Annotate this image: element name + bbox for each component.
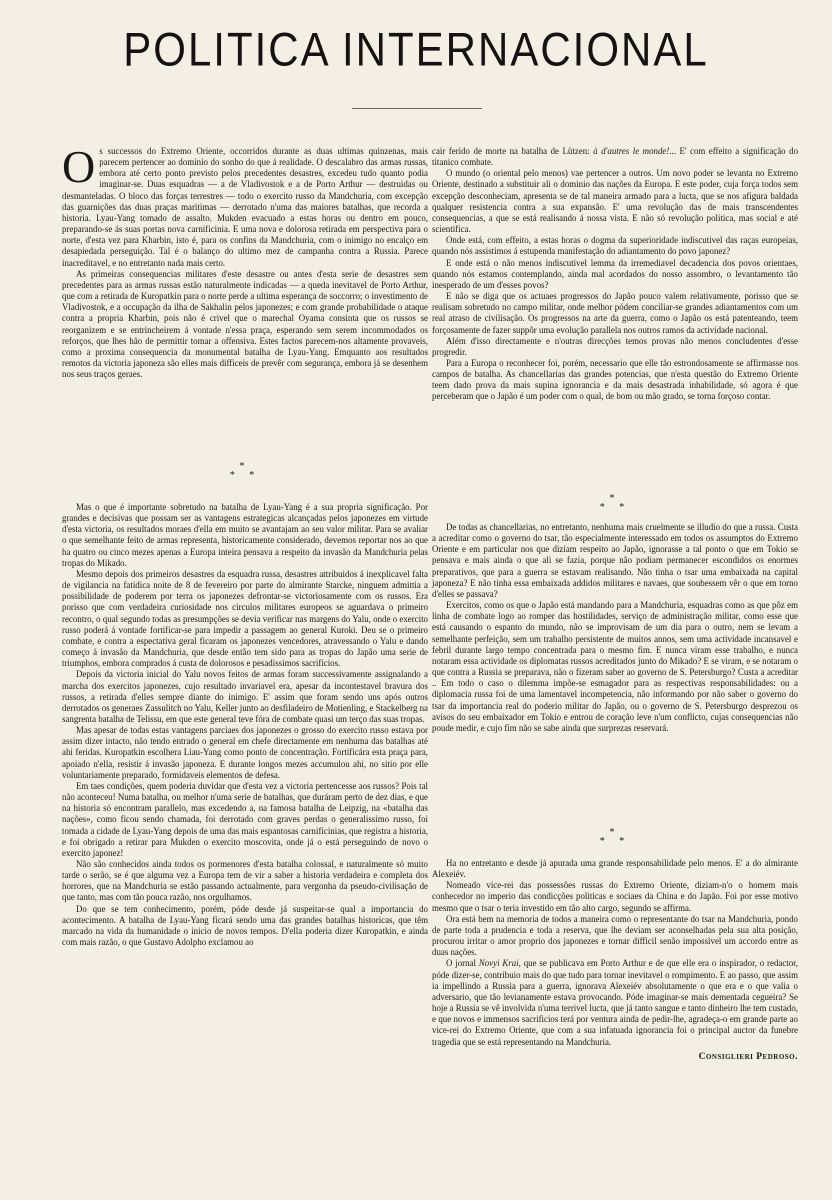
article-paragraph: Para a Europa o reconhecer foi, porém, necessario que elle tão estrondosamente se affirmasse nos campos de batalha. As chancellarias das grandes potencias, que n'esta questão do Extremo Oriente teem dado prova da mais supina ignorancia e da mais desastrada inhabilidade, só agora é que perceberam que o Japão é um poder com o qual, de bom ou mão grado, se torna forçoso contar. — [432, 357, 798, 402]
article-paragraph: Não são conhecidos ainda todos os pormenores d'esta batalha colossal, e naturalmente só muito tarde o serão, se é que alguma vez a Europa tem de vir a saber a historia verdadeira e completa dos horrores, que na Mandchuria se estão passando actualmente, para vergonha da pseudo-civilisação de que tanto, mas com tão pouca razão, nos orgulhamos. — [62, 859, 428, 903]
article-paragraph: E onde está o não menos indiscutivel lemma da irremediavel decadencia dos povos orientaes, quando nós estamos contemplando, ainda mal acordados do nosso assombro, o levantamento tão inesperado de um d'esses povos? — [432, 257, 798, 290]
article-paragraph: Mesmo depois dos primeiros desastres da esquadra russa, desastres attribuidos á inexplicavel falta de vigilancia na fatidica noite de 8 de fevereiro por parte do almirante Starcke, ninguem admittia a possibilidade de poderem por terra os japonezes defrontar-se victoriosamente com os russos. Era porisso que com verdadeira curiosidade nos circulos militares europeos se aguardava o primeiro recontro, o qual segundo todas as presumpções se devia verificar nas margens do Yalu, onde o exercito russo poderá á vontade fortificar-se para impedir a passagem ao general Kuroki. Deu se o primeiro combate, e contra a espectativa geral ficaram os japonezes vencedores, atravessando o Yalu e dando começo á invasão da Mandchuria, que desde então tem sido para as tropas do Japão uma serie de triumphos, embora comprados á custa de dolorosos e pesadissimos sacrificios. — [62, 568, 428, 669]
article-paragraph: Ora está bem na memoria de todos a maneira como o representante do tsar na Mandchuria, pondo de parte toda a prudencia e toda a reserva, que lhe deviam ser aconselhadas pela sua alta posição, procurou irritar o amor proprio dos japonezes e tornar difficil senão impossivel um accordo entre as duas nações. — [432, 913, 798, 958]
article-paragraph: Do que se tem conhecimento, porém, póde desde já suspeitar-se qual a importancia do acontecimento. A batalha de Lyau-Yang ficará sendo uma das grandes batalhas historicas, que têm marcado na vida da humanidade o inicio de novos tempos. D'ella poderia dizer Kuropatkin, e ainda com mais razão, o que Gustavo Adolpho exclamou ao — [62, 903, 428, 948]
journal-name: Novyi Krai — [478, 958, 519, 969]
section-separator-left: * * * — [229, 461, 261, 481]
article-paragraph — [432, 958, 798, 1047]
column-left-top — [62, 141, 428, 380]
paragraph-text: , que se publicava em Porto Arthur e de que elle era o inspirador, o redactor, póde dizer-se, contribuio mais do que tudo para tornar inevitavel o rompimento. E ao passo, que assim ia impellindo a Russia para a guerra, ignorava Alexeiév absolutamente o que era e o que valia o adversario, que tão levianamente estava provocando. Póde imaginar-se mais dementada cegueira? Se hoje a Russia se vê involvida n'uma terrivel lucta, que já tanto sangue e tanto dinheiro lhe tem custado, e que novos e immensos sacrificios terá por ventura ainda de pedir-lhe, agradeça-o em grande parte ao vice-rei do Extremo Oriente, que com a sua infatuada ignorancia foi o principal auctor da funebre tragedia que se está representando na Mandchuria. — [432, 958, 798, 1047]
column-right-top — [432, 146, 798, 403]
drop-cap: O — [62, 141, 96, 192]
column-right-middle — [432, 522, 798, 734]
article-paragraph: De todas as chancellarias, no entretanto, nenhuma mais cruelmente se illudio do que a russa. Custa a acreditar como o governo do tsar, tão especialmente interessado em todos os assumptos do Extremo Oriente e em particular nos que diziam respeito ao Japão, ignorasse a tal ponto o que em Tokio se pensava e mais ainda o que ali se fazia, porque não podiam permanecer escondidos os enormes preparativos, que para a guerra se estavam realisando. Não tinha o tsar uma embaixada na capital japoneza? E não tinha essa embaixada addidos militares e navaes, que soubessem vêr o que em torno d'elles se passava? — [432, 522, 798, 599]
paragraph-text: O jornal — [446, 958, 476, 969]
column-left-bottom — [62, 502, 428, 948]
article-paragraph: Exercitos, como os que o Japão está mandando para a Mandchuria, esquadras como as que pôz em linha de combate logo ao romper das hostilidades, serviço de administração militar, como esse que está causando o espanto do mundo, não se improvisam de um dia para o outro, nem se levam a semelhante perfeição, sem um trabalho persistente de muitos annos, sem uma actividade incansavel e febril durante largo tempo concentrada para o mesmo fim. E nunca viram esse trabalho, e nunca notaram essa actividade os diplomatas russos acreditados junto do Mikado? E se viram, e se notaram o que contra a Russia se preparava, não o fizeram saber ao governo de S. Petersburgo? Custa a acreditar .. Em todo o caso o dilemma impõe-se esmagador para as respectivas responsabilidades: ou a diplomacia russa foi de uma lamentavel incompetencia, não informando por não saber o governo do tsar da importancia real do poderio militar do Japão, ou o governo de S. Petersburgo desprezou os avisos do seu embaixador em Tokio e entrou de coração leve n'um conflicto, cujas consequencias não poude medir, e cujo fim não se sabe ainda que surprezas reservará. — [432, 600, 798, 733]
column-right-bottom — [432, 858, 798, 1063]
section-separator-right-1: * * * — [599, 493, 631, 513]
article-paragraph: Nomeado vice-rei das possessões russas do Extremo Oriente, diziam-n'o o homem mais conhecedor no imperio das condicções politicas e sociaes da China e do Japão. Foi por esse motivo mesmo que o tsar o teria investido em tão alto cargo, segundo se affirma. — [432, 880, 798, 913]
section-separator-right-2: * * * — [599, 827, 631, 847]
page-title: POLITICA INTERNACIONAL — [123, 23, 709, 76]
paragraph-text: ... E' com effeito a significação do titanico combate. — [432, 146, 799, 168]
paragraph-text: s successos do Extremo Oriente, occorridos durante as duas ultimas quinzenas, mais parecem pertencer ao dominio do sonho do que á realidade. O descalabro das armas russas, embora até certo ponto previsto pelos precedentes desastres, excedeu tudo quanto podia imaginar-se. Duas esquadras — a de Vladivostok e a de Porto Arthur — destruidas ou desmanteladas. O bloco das forças terrestres — todo o exercito russo da Mandchuria, com excepção das guarnições das duas praças maritimas — derrotado n'uma das maiores batalhas, que recorda a historia. Lyau-Yang tomado de assalto. Mukden evacuado a estas horas ou dentro em pouco, preparando-se ás suas portas nova carnificinia. E uma nova e dolorosa retirada em perspectiva para o norte, d'esta vez para Kharbin, isto é, para os confins da Mandchuria, com o inimigo no encalço em desapiedada perseguição. Tal é o balanço do ultimo mez de campanha contra a Russia. Parece inacreditavel, e no entretanto nada mais certo. — [62, 146, 428, 268]
article-paragraph-2: As primeiras consequencias militares d'este desastre ou antes d'esta serie de desastres sem precedentes para as armas russas estão naturalmente indicadas — a queda inevitavel de Porto Arthur, que com a retirada de Kuropatkin para o norte perde a ultima esperança de soccorro; o investimento de Vladivostok, e a occupação da ilha de Sakhalin pelos japonezes; e com grande probabilidade o ataque contra a propria Kharbin, pois não é crivel que o marechal Oyama consinta que os russos se reorganizem e se entrincheirem á vontade n'essa praça, esperando sem serem incommodados os reforços, que lhes hão de permittir tomar a offensiva. Estes factos parecem-nos altamente provaveis, como a proxima consequencia da monumental batalha de Lyau-Yang. Emquanto aos resultados remotos da victoria japoneza são elles mais difficeis de prevêr com segurança, embora já se desenhem nos seus traços geraes. — [62, 268, 428, 380]
article-paragraph: Mas o que é importante sobretudo na batalha de Lyau-Yang é a sua propria significação. Por grandes e decisivas que possam ser as vantagens estrategicas alcançadas pelos japonezes em virtude d'esta victoria, os resultados moraes d'ella em muito se avantajam ao seu valor militar. Para se avaliar o que semelhante feito de armas representa, historicamente considerado, devemos reportar nos ao que ha quatro ou cinco mezes apenas a Europa inteira pensava a respeito da invasão da Mandchuria pelas tropas do Mikado. — [62, 502, 428, 568]
author-signature: Consiglieri Pedroso. — [698, 1051, 798, 1062]
article-paragraph-continued — [432, 146, 798, 168]
quote-text: à d'autres le monde! — [593, 146, 670, 156]
article-paragraph: Depois da victoria inicial do Yalu novos feitos de armas foram successivamente assignalando a marcha dos exercitos japonezes, cujo resultado invariavel era, apesar da incontestavel bravura dos russos, a retirada d'elles sempre diante do inimigo. E' assim que foram sendo uns após outros derrotados os generaes Zassulitch no Yalu, Keller junto ao desfiladeiro de Motienling, e Stackelberg na sangrenta batalha de Telissu, em que este general teve fóra de combate quasi um terço das suas tropas. — [62, 669, 428, 724]
article-paragraph: Ha no entretanto e desde já apurada uma grande responsabilidade pelo menos. E' a do almirante Alexeiév. — [432, 858, 798, 880]
article-paragraph: Em taes condições, quem poderia duvidar que d'esta vez a victoria pertencesse aos russos? Pois tal não aconteceu! Numa batalha, ou melhor n'uma serie de batalhas, que duráram perto de dez dias, e que na historia só encontram parallelo, mas excedendo a, na famosa batalha de Leipzig, na «batalha das nações», como ficou sendo chamada, foi derrotado com graves perdas o generalissimo russo, foi tomada a cidade de Lyau-Yang depois de uma das mais espantosas carnificinias, que registra a historia, e foi obrigado a retirar para Mukden o exercito moscovita, onde já o está perseguindo de novo o exercito japonez! — [62, 780, 428, 858]
article-paragraph: Além d'isso directamente e n'outras direcções temos provas não menos concludentes d'esse progredir. — [432, 335, 798, 357]
paragraph-text: cair ferido de morte na batalha de Lützen: — [432, 146, 590, 156]
title-divider — [352, 108, 482, 109]
article-paragraph: Mas apesar de todas estas vantagens parciaes dos japonezes o grosso do exercito russo estava por assim dizer intacto, não tendo entrado o general em chefe directamente em nenhuma das batalhas até ahi feridas. Kuropatkin escolhera Liau-Yang como ponto de concentração. Fortificára esta praça para, apoiado n'ella, resistir á invasão japoneza. E durante longos mezes accumulou ahi, no sitio por elle voluntariamente preparado, formidaveis elementos de defesa. — [62, 725, 428, 780]
article-paragraph: E não se diga que os actuaes progressos do Japão pouco valem relativamente, porisso que se realisam sobretudo no campo militar, onde melhor pódem conciliar-se grandes adiantamentos com um real atraso de civilisação. Os progressos na arte da guerra, como o Japão os está patenteando, teem forçosamente de fazer suppôr uma evolução parallela nos outros ramos da actividade nacional. — [432, 291, 798, 335]
article-paragraph: Onde está, com effeito, a estas horas o dogma da superioridade indiscutivel das raças europeias, quando nós assistimos á estupenda manifestação do adiantamento do povo japonez? — [432, 235, 798, 257]
article-paragraph-1 — [62, 141, 428, 269]
article-paragraph: O mundo (o oriental pelo menos) vae pertencer a outros. Um novo poder se levanta no Extremo Oriente, destinado a substituir ali o dominio das nações da Europa. E este poder, cuja força todos sem excepção desconheciam, apresenta se de tal maneira armado para a lucta, que se nos afigura baldada qualquer resistencia contra a sua expansão. E' uma revolução das de mais transcendentes consequencias, a que se está realisando á nossa vista. E não só revolução politica, mas social e até scientifica. — [432, 168, 798, 235]
